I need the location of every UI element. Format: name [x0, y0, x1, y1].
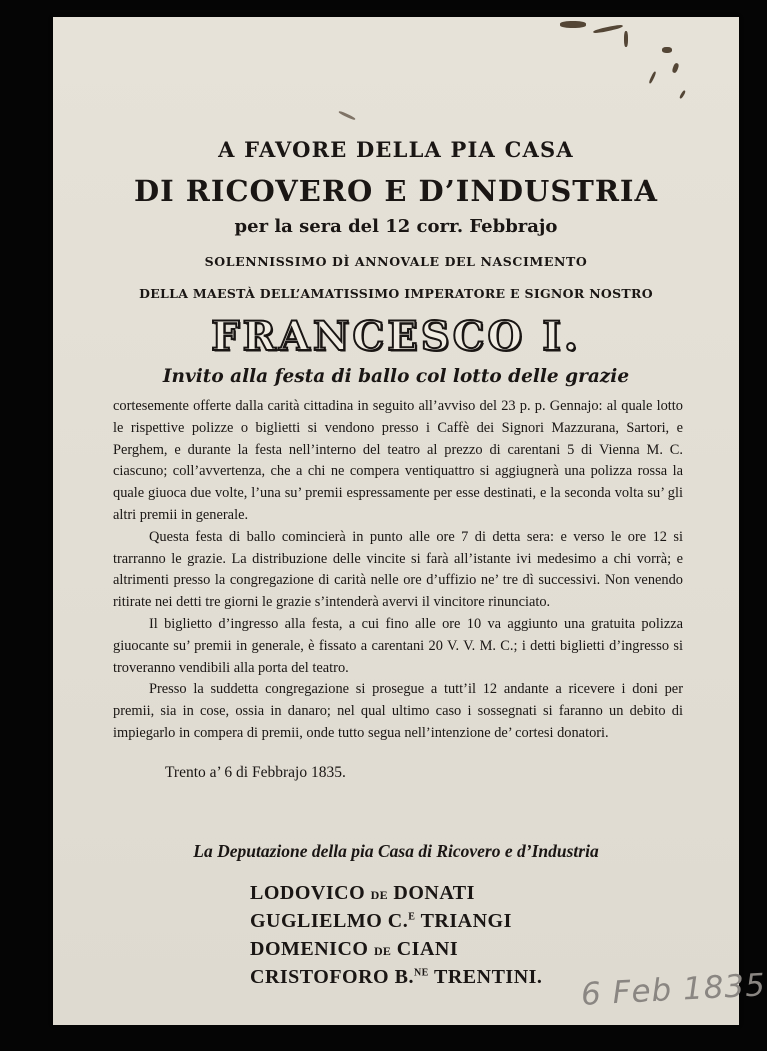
signatory-2-last: TRIANGI: [420, 910, 512, 932]
signatory-2-title-suffix: E: [408, 911, 416, 923]
deputation-title: La Deputazione della pia Casa di Ricovero e d’Industria: [193, 841, 599, 861]
header-line-1: A FAVORE DELLA PIA CASA: [218, 137, 574, 162]
emperor-name: FRANCESCO I.: [211, 313, 581, 360]
place-date: Trento a’ 6 di Febbrajo 1835.: [165, 764, 346, 781]
signatory-3-first: DOMENICO: [250, 938, 369, 960]
signatory-2: [250, 910, 512, 933]
signatory-4-title-suffix: NE: [413, 967, 429, 979]
invitation-line: Invito alla festa di ballo col lotto delle grazie: [162, 366, 630, 387]
signatory-4-first: CRISTOFORO B.: [250, 966, 414, 988]
signatory-3-last: CIANI: [396, 938, 459, 960]
body-text: [113, 396, 683, 745]
signatory-1-last: DONATI: [393, 882, 475, 904]
ink-stain: [560, 21, 586, 28]
signatory-4: [250, 966, 542, 989]
signatory-4-last: TRENTINI.: [434, 966, 543, 988]
header-occasion-line-1: SOLENNISSIMO DÌ ANNOVALE DEL NASCIMENTO: [204, 254, 588, 269]
signatory-1-first: LODOVICO: [250, 882, 366, 904]
header-occasion-line-2: DELLA MAESTÀ DELL’AMATISSIMO IMPERATORE E SIGNOR NOSTRO: [139, 286, 653, 301]
ink-stain: [671, 62, 679, 73]
ink-stain: [338, 110, 356, 120]
body-paragraph: Questa festa di ballo comincierà in punto alle ore 7 di detta sera: e verso le ore 12 si trarranno le grazie. La distribuzione delle vincite si farà all’istante ivi medesimo a chi vorrà; e altrimenti presso la congregazione di carità nelle ore d’uffizio ne’ tre dì successivi. Non venendo ritirate nei detti tre giorni le grazie s’intenderà avervi il vincitore rinunciato.: [113, 528, 683, 611]
ink-stain: [679, 90, 686, 99]
signatory-1-particle: DE: [370, 888, 388, 902]
body-paragraph: cortesemente offerte dalla carità cittadina in seguito all’avviso del 23 p. p. Gennajo: al quale lotto le rispettive polizze o biglietti si vendono presso i Caffè dei Signori Mazzurana, Sartori, e Perghem, e durante la festa nell’interno del teatro al prezzo di carentani 5 di Vienna M. C. ciascuno; coll’avvertenza, che a chi ne compera ventiquattro si aggiugnerà una polizza rossa la quale giuoca due volte, l’una su’ premii espressamente per esse destinati, e la seconda volta su’ gli altri premii in generale.: [113, 398, 683, 523]
signatory-3: [250, 938, 458, 961]
signatory-3-particle: DE: [373, 944, 392, 958]
header-date-line: per la sera del 12 corr. Febbrajo: [234, 216, 558, 237]
ink-stain: [648, 71, 656, 84]
document-sheet: [53, 17, 767, 1025]
header-title: DI RICOVERO E D’INDUSTRIA: [133, 174, 659, 208]
signatory-2-first: GUGLIELMO C.: [250, 910, 409, 932]
body-paragraph: Il biglietto d’ingresso alla festa, a cui fino alle ore 10 va aggiunto una gratuita polizza giuocante su’ premii in generale, è fissato a carentani 20 V. V. M. C.; i detti biglietti d’ingresso si troveranno vendibili alla porta del teatro.: [113, 615, 683, 676]
body-paragraph: Presso la suddetta congregazione si prosegue a tutt’il 12 andante a ricevere i doni per premii, sia in cose, ossia in danaro; nel qual ultimo caso i sossegnati si faranno un debito di impiegarlo in compera di premii, onde tutto segua nell’intenzione de’ cortesi donatori.: [113, 681, 683, 741]
signatory-1: [250, 882, 475, 905]
ink-stain: [662, 47, 672, 53]
ink-stain: [624, 31, 628, 47]
ink-stain: [593, 24, 623, 34]
handwritten-date-annotation: 6 Feb 1835: [580, 967, 767, 1013]
